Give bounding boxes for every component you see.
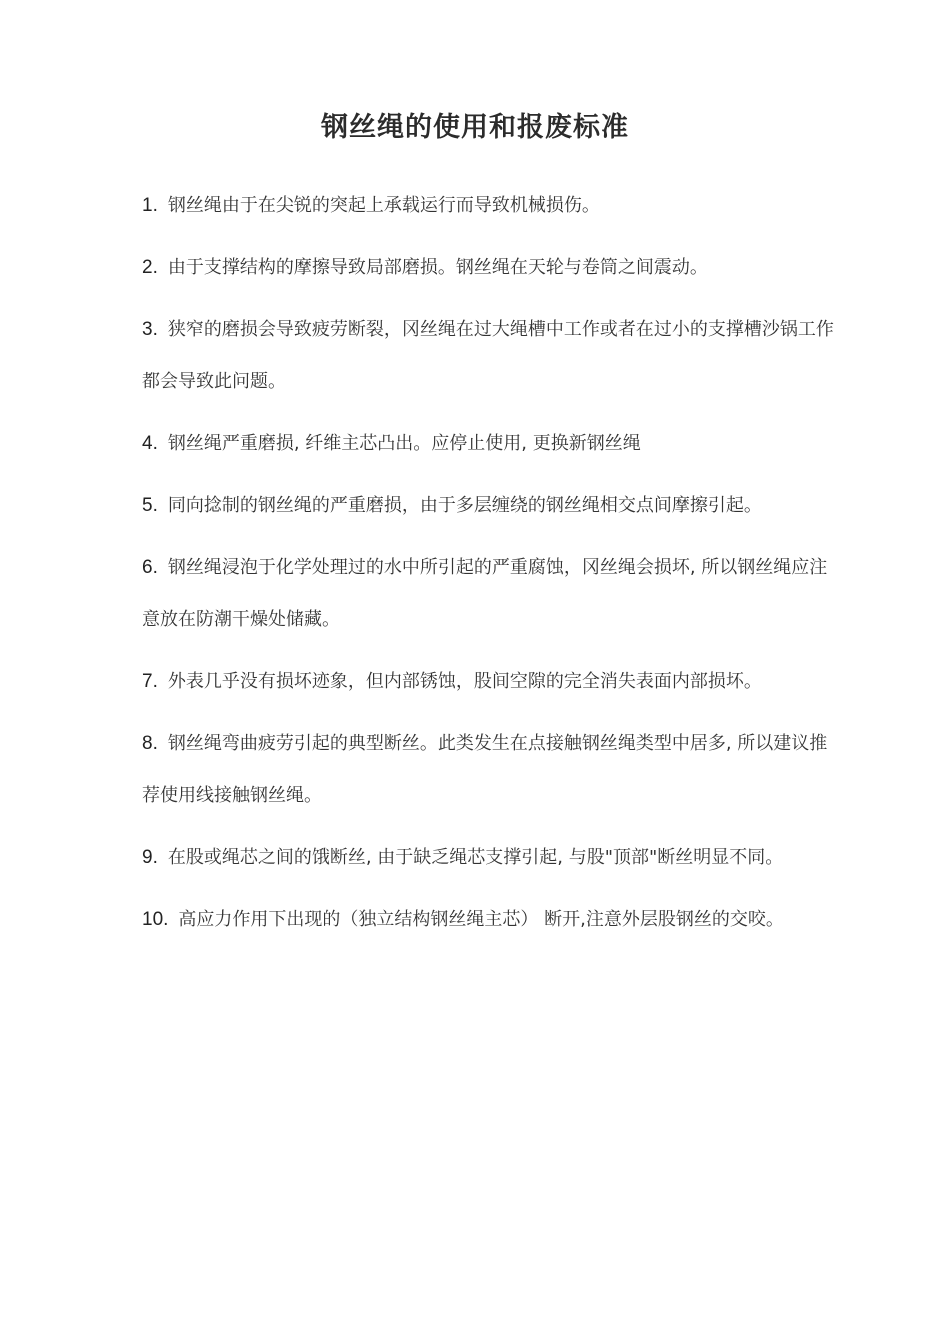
item-number: 4. xyxy=(142,433,158,454)
item-text: 由于支撑结构的摩擦导致局部磨损。钢丝绳在天轮与卷筒之间震动。 xyxy=(167,257,708,278)
item-number: 6. xyxy=(142,557,158,578)
list-item xyxy=(142,480,842,532)
list-item xyxy=(142,418,842,470)
item-text: 钢丝绳严重磨损, 纤维主芯凸出。应停止使用, 更换新钢丝绳 xyxy=(167,433,641,454)
item-number: 7. xyxy=(142,671,158,692)
page-title: 钢丝绳的使用和报废标准 xyxy=(321,112,629,143)
item-number: 2. xyxy=(142,257,158,278)
item-text: 钢丝绳浸泡于化学处理过的水中所引起的严重腐蚀，冈丝绳会损坏, 所以钢丝绳应注意放在防潮干燥处储藏。 xyxy=(142,557,828,630)
list-item xyxy=(142,894,842,946)
list-item xyxy=(142,718,842,822)
item-text: 在股或绳芯之间的饿断丝, 由于缺乏绳芯支撑引起, 与股"顶部"断丝明显不同。 xyxy=(167,847,784,868)
standards-list xyxy=(142,180,842,956)
list-item xyxy=(142,656,842,708)
item-text: 钢丝绳由于在尖锐的突起上承载运行而导致机械损伤。 xyxy=(167,195,600,216)
item-text: 高应力作用下出现的（独立结构钢丝绳主芯） 断开,注意外层股钢丝的交咬。 xyxy=(178,909,784,930)
item-number: 10. xyxy=(142,909,169,930)
list-item xyxy=(142,304,842,408)
item-number: 5. xyxy=(142,495,158,516)
list-item xyxy=(142,180,842,232)
item-number: 1. xyxy=(142,195,158,216)
item-text: 狭窄的磨损会导致疲劳断裂，冈丝绳在过大绳槽中工作或者在过小的支撑槽沙锅工作都会导致此问题。 xyxy=(142,319,834,392)
item-number: 8. xyxy=(142,733,158,754)
item-text: 钢丝绳弯曲疲劳引起的典型断丝。此类发生在点接触钢丝绳类型中居多, 所以建议推荐使用线接触钢丝绳。 xyxy=(142,733,828,806)
list-item xyxy=(142,542,842,646)
list-item xyxy=(142,832,842,884)
item-text: 外表几乎没有损坏迹象，但内部锈蚀，股间空隙的完全消失表面内部损坏。 xyxy=(167,671,762,692)
item-number: 9. xyxy=(142,847,158,868)
item-number: 3. xyxy=(142,319,158,340)
list-item xyxy=(142,242,842,294)
item-text: 同向捻制的钢丝绳的严重磨损，由于多层缠绕的钢丝绳相交点间摩擦引起。 xyxy=(167,495,762,516)
